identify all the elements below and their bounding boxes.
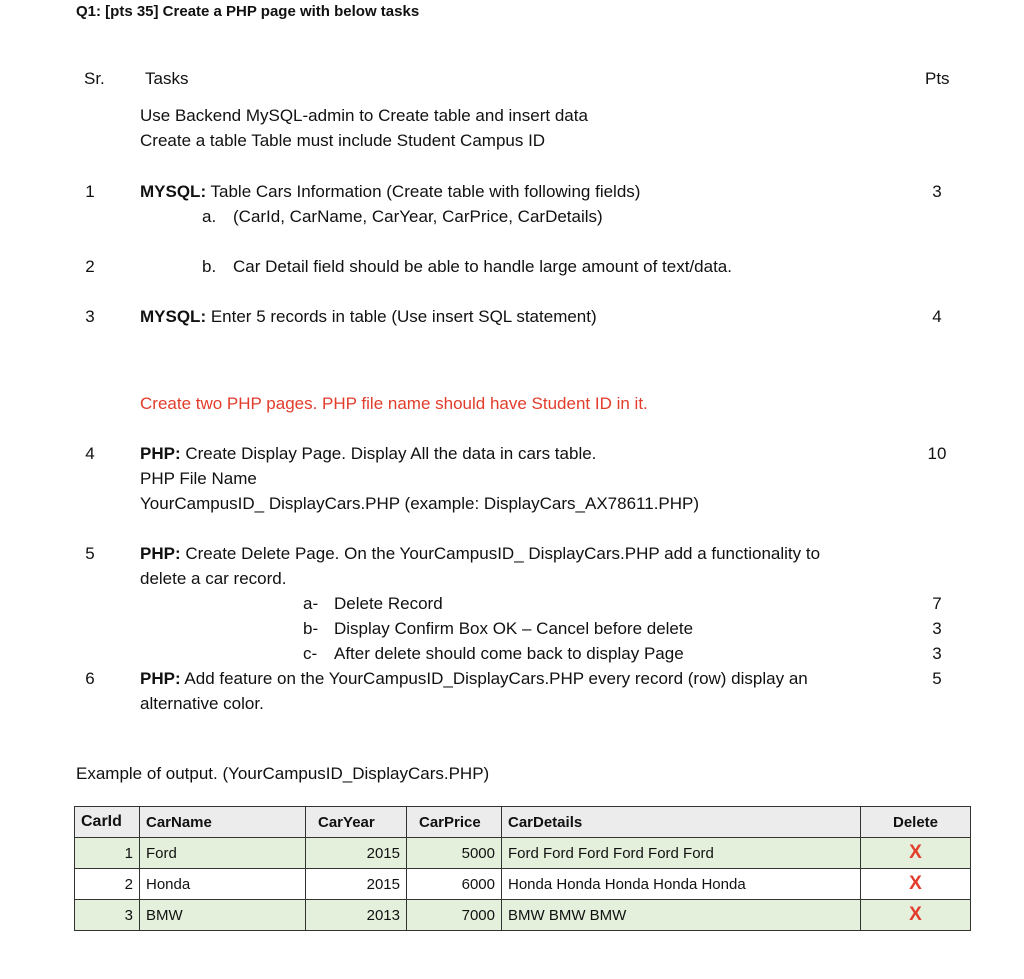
task-5a-marker: a- [303, 594, 319, 613]
task-6-label: PHP: [140, 669, 181, 688]
task-1a-text: (CarId, CarName, CarYear, CarPrice, CarDetails) [233, 207, 603, 226]
cell-carid: 1 [75, 838, 140, 869]
col-header-caryear: CarYear [306, 807, 407, 838]
cell-carid: 3 [75, 900, 140, 931]
task-5-line-2: delete a car record. [140, 569, 287, 588]
cars-example-table [74, 806, 971, 931]
col-header-carname: CarName [140, 807, 306, 838]
task-1a-marker: a. [202, 207, 217, 226]
cell-caryear: 2013 [306, 900, 407, 931]
task-4-line-2: PHP File Name [140, 469, 257, 488]
task-4-label: PHP: [140, 444, 181, 463]
cell-cardetails: Ford Ford Ford Ford Ford Ford [502, 838, 861, 869]
task-5-text [140, 544, 820, 564]
col-header-delete: Delete [861, 807, 971, 838]
delete-cell [861, 869, 971, 900]
task-4-text [140, 444, 596, 464]
delete-cell [861, 900, 971, 931]
task-5b-marker: b- [303, 619, 319, 638]
task-5b-text: Display Confirm Box OK – Cancel before delete [334, 619, 694, 638]
task-2b-marker: b. [202, 257, 217, 276]
delete-x-icon[interactable]: X [909, 873, 922, 894]
task-4-line-3: YourCampusID_ DisplayCars.PHP (example: DisplayCars_AX78611.PHP) [140, 494, 700, 513]
task-4-number: 4 [85, 444, 95, 463]
task-5-number: 5 [85, 544, 95, 563]
delete-cell [861, 838, 971, 869]
task-4-body: Create Display Page. Display All the data in cars table. [180, 444, 597, 463]
task-4-pts: 10 [927, 444, 947, 463]
task-1-label: MYSQL: [140, 182, 207, 201]
col-header-carprice: CarPrice [407, 807, 502, 838]
pts-header: Pts [925, 69, 950, 88]
task-6-pts: 5 [932, 669, 942, 688]
task-5-label: PHP: [140, 544, 181, 563]
task-5c-pts: 3 [932, 644, 942, 663]
task-5c-marker: c- [303, 644, 318, 663]
task-1-pts: 3 [932, 182, 942, 201]
cell-carname: BMW [140, 900, 306, 931]
task-3-pts: 4 [932, 307, 942, 326]
task-2b-text: Car Detail field should be able to handle large amount of text/data. [233, 257, 732, 276]
question-title: Q1: [pts 35] Create a PHP page with below tasks [76, 3, 420, 20]
task-2-number: 2 [85, 257, 95, 276]
task-6-text [140, 669, 808, 689]
task-3-label: MYSQL: [140, 307, 207, 326]
task-5a-text: Delete Record [334, 594, 443, 613]
sr-header: Sr. [84, 69, 105, 88]
task-5b-pts: 3 [932, 619, 942, 638]
task-3-text [140, 307, 597, 327]
task-1-body: Table Cars Information (Create table with following fields) [206, 182, 641, 201]
task-1-number: 1 [85, 182, 95, 201]
task-5-body: Create Delete Page. On the YourCampusID_ DisplayCars.PHP add a functionality to [180, 544, 821, 563]
task-3-body: Enter 5 records in table (Use insert SQL statement) [206, 307, 597, 326]
col-header-cardetails: CarDetails [502, 807, 861, 838]
cell-carid: 2 [75, 869, 140, 900]
table-row [75, 900, 971, 931]
cell-carprice: 7000 [407, 900, 502, 931]
cell-carprice: 6000 [407, 869, 502, 900]
cell-carname: Honda [140, 869, 306, 900]
cell-cardetails: Honda Honda Honda Honda Honda [502, 869, 861, 900]
task-6-body: Add feature on the YourCampusID_DisplayCars.PHP every record (row) display an [180, 669, 808, 688]
example-caption: Example of output. (YourCampusID_DisplayCars.PHP) [76, 764, 490, 783]
table-header-row [75, 807, 971, 838]
tasks-header: Tasks [145, 69, 189, 88]
task-6-line-2: alternative color. [140, 694, 264, 713]
task-6-number: 6 [85, 669, 95, 688]
cell-caryear: 2015 [306, 838, 407, 869]
task-5c-text: After delete should come back to display Page [334, 644, 684, 663]
cell-cardetails: BMW BMW BMW [502, 900, 861, 931]
task-5a-pts: 7 [932, 594, 942, 613]
table-row [75, 838, 971, 869]
delete-x-icon[interactable]: X [909, 842, 922, 863]
intro-line-2: Create a table Table must include Student Campus ID [140, 131, 546, 150]
cell-caryear: 2015 [306, 869, 407, 900]
delete-x-icon[interactable]: X [909, 904, 922, 925]
task-1-text [140, 182, 640, 202]
php-pages-note: Create two PHP pages. PHP file name should have Student ID in it. [140, 394, 648, 413]
cell-carprice: 5000 [407, 838, 502, 869]
intro-line-1: Use Backend MySQL-admin to Create table and insert data [140, 106, 588, 125]
task-3-number: 3 [85, 307, 95, 326]
col-header-carid: CarId [75, 807, 140, 838]
table-row [75, 869, 971, 900]
cell-carname: Ford [140, 838, 306, 869]
